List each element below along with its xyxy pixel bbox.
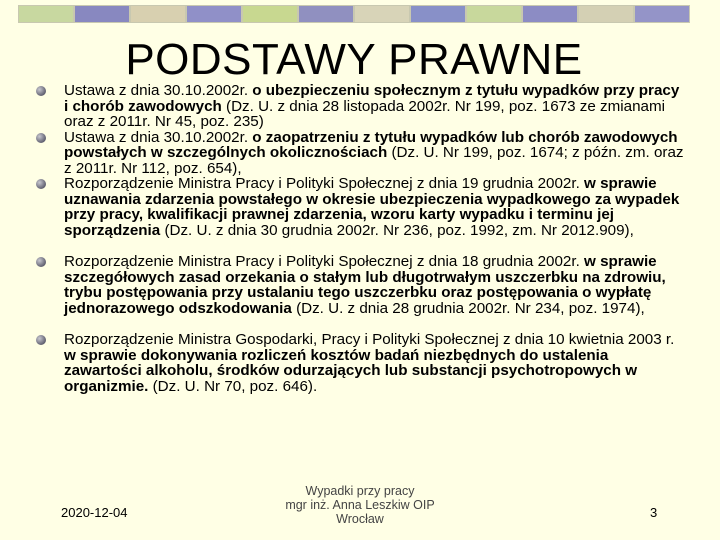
- item-text: Rozporządzenie Ministra Pracy i Polityki Społecznej z dnia 19 grudnia 2002r.: [64, 175, 585, 192]
- item-text: Ustawa z dnia 30.10.2002r.: [64, 82, 253, 99]
- color-block: [242, 5, 298, 23]
- decorative-color-bar: [18, 5, 690, 23]
- color-block: [130, 5, 186, 23]
- item-text: Ustawa z dnia 30.10.2002r.: [64, 128, 253, 146]
- color-block: [578, 5, 634, 23]
- item-title-text: o ubezpieczeniu społecznym z tytułu wypadków przy pracy i chorób zawodowych: [64, 82, 680, 115]
- bullet-icon: [36, 335, 46, 345]
- item-text: Rozporządzenie Ministra Gospodarki, Pracy i Polityki Społecznej z dnia 10 kwietnia 2003 r.: [64, 331, 675, 348]
- footer-author: [0, 484, 720, 526]
- item-title-text: w sprawie dokonywania rozliczeń kosztów badań niezbędnych do ustalenia zawartości alkoholu, środków odurzających lub substancji psychotropowych w organizmie.: [64, 346, 638, 395]
- item-text: (Dz. U. z dnia 30 grudnia 2002r. Nr 236, poz. 1992, zm. Nr 2012.909),: [160, 221, 634, 239]
- color-block: [298, 5, 354, 23]
- color-block: [466, 5, 522, 23]
- item-text: (Dz. U. Nr 70, poz. 646).: [148, 377, 318, 395]
- item-text: Rozporządzenie Ministra Pracy i Polityki Społecznej z dnia 18 grudnia 2002r.: [64, 253, 585, 270]
- color-block: [634, 5, 690, 23]
- footer-author-line3: Wrocław: [336, 512, 384, 526]
- slide-number: 3: [650, 505, 658, 520]
- footer-author-line2: mgr inż. Anna Leszkiw OIP: [285, 498, 435, 512]
- bullet-icon: [36, 133, 46, 143]
- list-item: [36, 130, 686, 177]
- footer-date: 2020-12-04: [61, 505, 128, 520]
- item-title-text: w sprawie szczegółowych zasad orzekania o stałym lub długotrwałym uszczerbku na zdrowiu, trybu postępowania przy ustalaniu tego uszczerbku oraz postępowania o wypłatę jednorazowego odszkodowania: [64, 253, 666, 317]
- color-block: [18, 5, 74, 23]
- item-title-text: w sprawie uznawania zdarzenia powstałego w okresie ubezpieczenia wypadkowego za wypadek przy pracy, kwalifikacji prawnej zdarzenia, wzoru karty wypadku i terminu jej sporządzenia: [64, 175, 680, 239]
- item-text: (Dz. U. z dnia 28 grudnia 2002r. Nr 234, poz. 1974),: [291, 299, 645, 317]
- item-text: (Dz. U. Nr 199, poz. 1674; z późn. zm. oraz z 2011r. Nr 112, poz. 654),: [64, 144, 684, 177]
- color-block: [410, 5, 466, 23]
- bullet-icon: [36, 257, 46, 267]
- color-block: [74, 5, 130, 23]
- bullet-icon: [36, 179, 46, 189]
- list-item: [36, 176, 686, 238]
- list-item: [36, 332, 686, 394]
- list-item: [36, 254, 686, 316]
- bullet-icon: [36, 86, 46, 96]
- footer-author-line1: Wypadki przy pracy: [305, 484, 415, 498]
- color-block: [522, 5, 578, 23]
- color-block: [354, 5, 410, 23]
- legal-basis-list: [36, 83, 686, 394]
- list-item: [36, 83, 686, 130]
- slide-title: PODSTAWY PRAWNE: [125, 35, 583, 84]
- item-text: (Dz. U. z dnia 28 listopada 2002r. Nr 199, poz. 1673 ze zmianami oraz z 2011r. Nr 45, poz. 235): [64, 97, 665, 130]
- color-block: [186, 5, 242, 23]
- item-title-text: o zaopatrzeniu z tytułu wypadków lub chorób zawodowych powstałych w szczególnych okolicznościach: [64, 128, 678, 161]
